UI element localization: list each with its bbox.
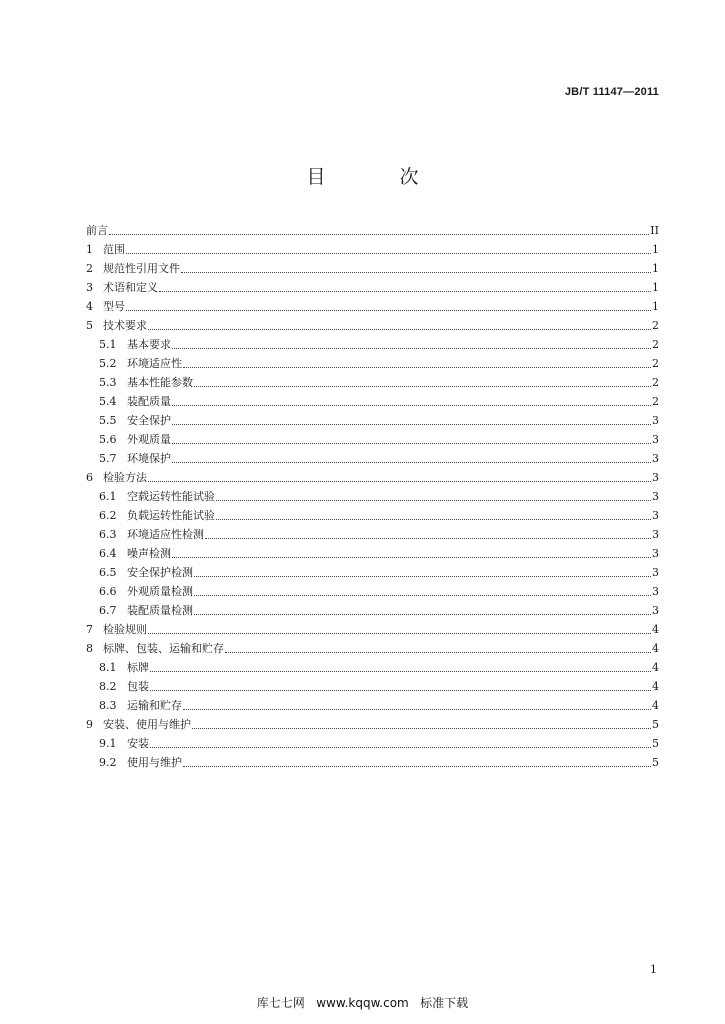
toc-entry-label: 装配质量检测 — [127, 604, 193, 617]
toc-entry[interactable] — [86, 411, 659, 430]
toc-entry-label: 环境保护 — [127, 452, 171, 465]
toc-entry-number: 5.5 — [99, 414, 117, 427]
dot-leader — [172, 462, 651, 463]
dot-leader — [172, 405, 651, 406]
toc-entry-page: 2 — [652, 319, 659, 332]
toc-entry-label: 外观质量检测 — [127, 585, 193, 598]
toc-entry-label: 噪声检测 — [127, 547, 171, 560]
toc-entry-label: 安装 — [127, 737, 149, 750]
toc-entry-number: 6 — [86, 471, 93, 484]
toc-entry-page: 3 — [652, 585, 659, 598]
dot-leader — [159, 291, 651, 292]
toc-entry-number: 5 — [86, 319, 93, 332]
toc-entry-number: 2 — [86, 262, 93, 275]
toc-entry-number: 9.2 — [99, 756, 117, 769]
toc-entry-label: 负载运转性能试验 — [127, 509, 215, 522]
toc-entry-number: 5.4 — [99, 395, 117, 408]
page-number: 1 — [650, 963, 657, 976]
toc-entry-label: 外观质量 — [127, 433, 171, 446]
toc-entry-number: 6.6 — [99, 585, 117, 598]
toc-entry-number: 5.1 — [99, 338, 117, 351]
toc-entry-label: 基本要求 — [127, 338, 171, 351]
toc-entry[interactable] — [86, 563, 659, 582]
toc-entry-page: 2 — [652, 395, 659, 408]
toc-entry[interactable] — [86, 335, 659, 354]
toc-entry-number: 6.7 — [99, 604, 117, 617]
dot-leader — [194, 595, 651, 596]
toc-entry[interactable] — [86, 734, 659, 753]
toc-entry-page: 5 — [652, 737, 659, 750]
toc-entry[interactable] — [86, 525, 659, 544]
toc-entry-page: 5 — [652, 756, 659, 769]
site-watermark: 库七七网 www.kqqw.com 标准下载 — [256, 996, 469, 1010]
toc-entry-label: 技术要求 — [103, 319, 147, 332]
toc-entry-label: 标牌 — [127, 661, 149, 674]
toc-entry-page: 4 — [652, 680, 659, 693]
toc-entry-page: 3 — [652, 547, 659, 560]
toc-entry-number: 8.3 — [99, 699, 117, 712]
toc-entry-page: 3 — [652, 490, 659, 503]
toc-entry-page: 2 — [652, 357, 659, 370]
toc-entry-number: 6.1 — [99, 490, 117, 503]
toc-entry[interactable] — [86, 639, 659, 658]
toc-entry[interactable] — [86, 601, 659, 620]
toc-entry-number: 7 — [86, 623, 93, 636]
toc-entry-label: 包装 — [127, 680, 149, 693]
toc-entry[interactable] — [86, 677, 659, 696]
toc-entry-label: 安全保护 — [127, 414, 171, 427]
toc-entry-label: 检验方法 — [103, 471, 147, 484]
toc-entry-label: 安装、使用与维护 — [103, 718, 191, 731]
dot-leader — [194, 576, 651, 577]
toc-entry-number: 4 — [86, 300, 93, 313]
toc-entry-label: 基本性能参数 — [127, 376, 193, 389]
toc-entry-page: 5 — [652, 718, 659, 731]
dot-leader — [150, 690, 651, 691]
dot-leader — [183, 367, 651, 368]
toc-entry[interactable] — [86, 468, 659, 487]
toc-entry[interactable] — [86, 620, 659, 639]
dot-leader — [194, 614, 651, 615]
toc-entry-number: 8.2 — [99, 680, 117, 693]
dot-leader — [148, 481, 651, 482]
toc-entry-page: 3 — [652, 471, 659, 484]
toc-entry-page: II — [650, 224, 659, 237]
dot-leader — [225, 652, 651, 653]
toc-entry[interactable] — [86, 430, 659, 449]
toc-entry-page: 1 — [652, 262, 659, 275]
toc-entry-page: 2 — [652, 338, 659, 351]
toc-entry-label: 环境适应性 — [127, 357, 182, 370]
toc-entry[interactable] — [86, 221, 659, 240]
toc-entry-number: 6.2 — [99, 509, 117, 522]
dot-leader — [150, 747, 651, 748]
dot-leader — [181, 272, 651, 273]
toc-entry-label: 使用与维护 — [127, 756, 182, 769]
dot-leader — [172, 424, 651, 425]
dot-leader — [172, 443, 651, 444]
toc-entry-label: 范围 — [103, 243, 125, 256]
table-of-contents — [86, 221, 659, 772]
toc-entry[interactable] — [86, 696, 659, 715]
toc-entry[interactable] — [86, 297, 659, 316]
toc-entry[interactable] — [86, 240, 659, 259]
dot-leader — [183, 709, 651, 710]
toc-entry-number: 6.3 — [99, 528, 117, 541]
toc-entry[interactable] — [86, 506, 659, 525]
dot-leader — [172, 557, 651, 558]
toc-entry-label: 前言 — [86, 224, 108, 237]
dot-leader — [126, 310, 651, 311]
toc-entry-page: 4 — [652, 699, 659, 712]
toc-entry-page: 3 — [652, 604, 659, 617]
dot-leader — [126, 253, 651, 254]
toc-entry-label: 装配质量 — [127, 395, 171, 408]
toc-entry-page: 1 — [652, 243, 659, 256]
toc-entry-page: 3 — [652, 528, 659, 541]
toc-entry-number: 8 — [86, 642, 93, 655]
toc-entry-number: 5.3 — [99, 376, 117, 389]
toc-entry[interactable] — [86, 544, 659, 563]
dot-leader — [183, 766, 651, 767]
toc-entry-page: 3 — [652, 452, 659, 465]
toc-entry[interactable] — [86, 278, 659, 297]
toc-entry-page: 3 — [652, 566, 659, 579]
toc-entry-label: 环境适应性检测 — [127, 528, 204, 541]
dot-leader — [192, 728, 651, 729]
toc-entry-number: 3 — [86, 281, 93, 294]
toc-entry-label: 安全保护检测 — [127, 566, 193, 579]
toc-entry-label: 术语和定义 — [103, 281, 158, 294]
toc-entry-page: 4 — [652, 661, 659, 674]
toc-entry-page: 2 — [652, 376, 659, 389]
toc-entry[interactable] — [86, 715, 659, 734]
toc-entry-page: 4 — [652, 642, 659, 655]
toc-entry[interactable] — [86, 316, 659, 335]
dot-leader — [172, 348, 651, 349]
dot-leader — [150, 671, 651, 672]
toc-entry-page: 3 — [652, 414, 659, 427]
standard-code: JB/T 11147—2011 — [564, 86, 659, 98]
toc-entry-page: 4 — [652, 623, 659, 636]
toc-entry-number: 8.1 — [99, 661, 117, 674]
dot-leader — [148, 329, 651, 330]
toc-entry-page: 3 — [652, 509, 659, 522]
toc-entry-label: 标牌、包装、运输和贮存 — [103, 642, 224, 655]
toc-entry[interactable] — [86, 373, 659, 392]
toc-entry-label: 型号 — [103, 300, 125, 313]
dot-leader — [109, 234, 649, 235]
toc-entry-label: 运输和贮存 — [127, 699, 182, 712]
toc-entry[interactable] — [86, 753, 659, 772]
toc-entry[interactable] — [86, 487, 659, 506]
toc-entry-number: 5.6 — [99, 433, 117, 446]
toc-entry[interactable] — [86, 354, 659, 373]
toc-entry-number: 1 — [86, 243, 93, 256]
toc-entry-number: 6.4 — [99, 547, 117, 560]
toc-entry[interactable] — [86, 582, 659, 601]
dot-leader — [216, 500, 651, 501]
toc-entry-page: 1 — [652, 281, 659, 294]
toc-entry-number: 5.7 — [99, 452, 117, 465]
dot-leader — [194, 386, 651, 387]
toc-entry[interactable] — [86, 658, 659, 677]
toc-entry-label: 规范性引用文件 — [103, 262, 180, 275]
dot-leader — [205, 538, 651, 539]
toc-entry-label: 空载运转性能试验 — [127, 490, 215, 503]
toc-entry[interactable] — [86, 259, 659, 278]
toc-entry-page: 3 — [652, 433, 659, 446]
page-title: 目 次 — [306, 166, 453, 188]
toc-entry-label: 检验规则 — [103, 623, 147, 636]
toc-entry-number: 5.2 — [99, 357, 117, 370]
toc-entry-number: 9.1 — [99, 737, 117, 750]
toc-entry-number: 9 — [86, 718, 93, 731]
toc-entry[interactable] — [86, 392, 659, 411]
dot-leader — [148, 633, 651, 634]
dot-leader — [216, 519, 651, 520]
toc-entry-page: 1 — [652, 300, 659, 313]
toc-entry-number: 6.5 — [99, 566, 117, 579]
toc-entry[interactable] — [86, 449, 659, 468]
